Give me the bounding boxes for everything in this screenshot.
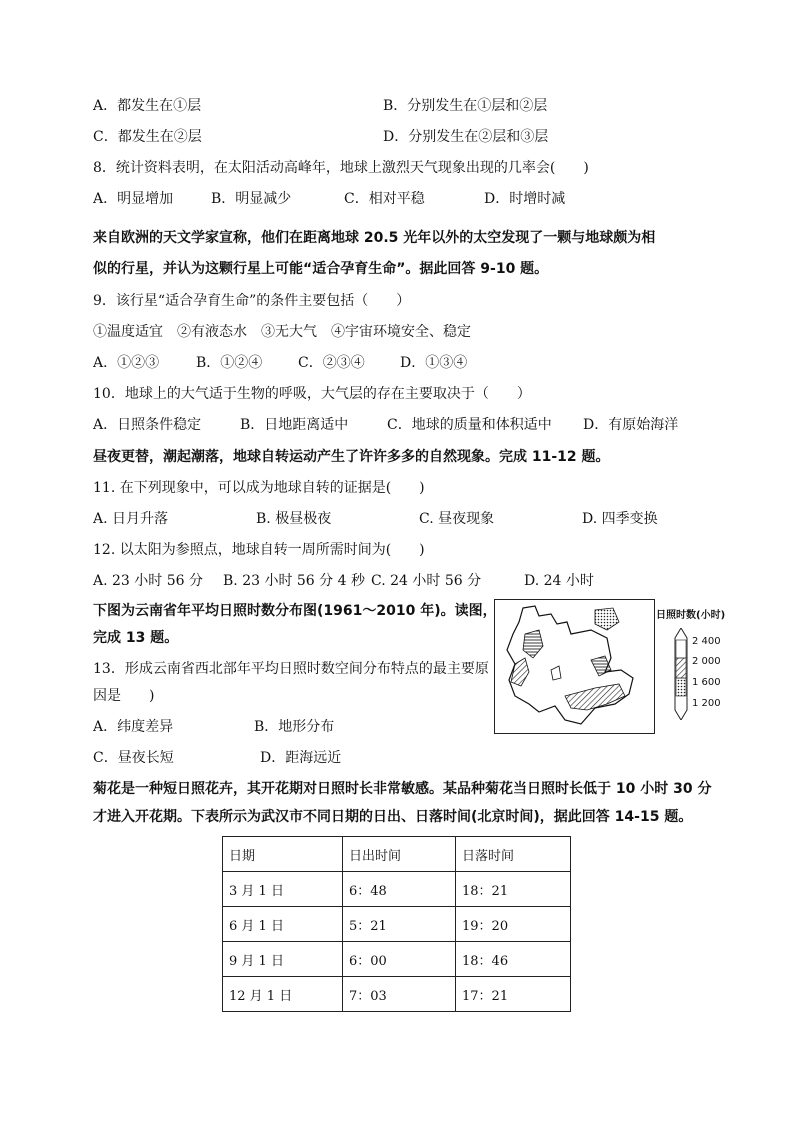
q8-stem: 8．统计资料表明，在太阳活动高峰年，地球上激烈天气现象出现的几率会( ): [93, 160, 589, 176]
table-cell: 12 月 1 日: [223, 977, 343, 1012]
intro-14-15-line1: 菊花是一种短日照花卉，其开花期对日照时长非常敏感。某品种菊花当日照时长低于 10 小时 30 分: [93, 781, 712, 797]
table-cell: 6：48: [343, 872, 456, 907]
legend-value-2400: 2 400: [692, 636, 721, 647]
table-cell: 6：00: [343, 942, 456, 977]
q11-option-d: D. 四季变换: [582, 511, 658, 527]
q12-option-b: B. 23 小时 56 分 4 秒: [223, 573, 365, 589]
q7-option-c: C．都发生在②层: [93, 129, 202, 145]
table-header: 日期: [223, 837, 343, 872]
table-header: 日落时间: [456, 837, 571, 872]
q7-option-d: D．分别发生在②层和③层: [383, 129, 549, 145]
table-cell: 3 月 1 日: [223, 872, 343, 907]
q8-option-a: A．明显增加: [93, 191, 174, 207]
q13-option-b: B．地形分布: [254, 719, 335, 735]
map-legend: [656, 606, 726, 716]
q9-option-c: C．②③④: [298, 355, 365, 371]
legend-title: 日照时数(小时): [656, 610, 726, 621]
intro-14-15-line2: 才进入开花期。下表所示为武汉市不同日期的日出、日落时间(北京时间)，据此回答 14-15 题。: [93, 809, 693, 825]
q13-option-c: C．昼夜长短: [93, 750, 174, 766]
q13-option-d: D．距海远近: [260, 750, 342, 766]
legend-value-1200: 1 200: [692, 698, 721, 709]
table-row: [223, 942, 571, 977]
legend-value-1600: 1 600: [692, 677, 721, 688]
q10-option-a: A．日照条件稳定: [93, 417, 202, 433]
q11-option-a: A. 日月升落: [93, 511, 169, 527]
table-row: [223, 977, 571, 1012]
table-row: [223, 872, 571, 907]
q12-option-c: C. 24 小时 56 分: [371, 573, 482, 589]
q10-stem: 10．地球上的大气适于生物的呼吸，大气层的存在主要取决于（ ）: [93, 386, 531, 402]
q8-option-d: D．时增时减: [484, 191, 566, 207]
table-row: [223, 907, 571, 942]
q8-option-b: B．明显减少: [211, 191, 292, 207]
q9-items: ①温度适宜 ②有液态水 ③无大气 ④宇宙环境安全、稳定: [93, 324, 471, 340]
table-cell: 6 月 1 日: [223, 907, 343, 942]
q11-option-c: C. 昼夜现象: [419, 511, 495, 527]
q11-option-b: B. 极昼极夜: [256, 511, 332, 527]
table-cell: 5：21: [343, 907, 456, 942]
table-cell: 19：20: [456, 907, 571, 942]
q7-option-a: A．都发生在①层: [93, 98, 202, 114]
legend-value-2000: 2 000: [692, 656, 721, 667]
q13-option-a: A．纬度差异: [93, 719, 174, 735]
q8-option-c: C．相对平稳: [344, 191, 425, 207]
q11-stem: 11. 在下列现象中，可以成为地球自转的证据是( ): [93, 480, 425, 496]
q9-option-b: B．①②④: [196, 355, 263, 371]
q9-stem: 9．该行星“适合孕育生命”的条件主要包括（ ）: [93, 293, 411, 309]
q12-option-a: A. 23 小时 56 分: [93, 573, 203, 589]
table-cell: 17：21: [456, 977, 571, 1012]
table-cell: 9 月 1 日: [223, 942, 343, 977]
table-cell: 7：03: [343, 977, 456, 1012]
intro-11-12: 昼夜更替，潮起潮落，地球自转运动产生了许许多多的自然现象。完成 11-12 题。: [93, 449, 610, 465]
q13-stem-line1: 13．形成云南省西北部年平均日照时数空间分布特点的最主要原: [93, 661, 489, 677]
table-header-row: [223, 837, 571, 872]
table-cell: 18：46: [456, 942, 571, 977]
legend-scale-bar: [674, 628, 688, 720]
intro-9-10-line1: 来自欧洲的天文学家宣称，他们在距离地球 20.5 光年以外的太空发现了一颗与地球颇为相: [93, 230, 656, 246]
yunnan-sunshine-map: [494, 599, 655, 734]
q10-option-c: C．地球的质量和体积适中: [387, 417, 552, 433]
yunnan-map-drawing: [495, 600, 654, 733]
sunrise-sunset-table: [222, 836, 571, 1012]
q12-stem: 12. 以太阳为参照点，地球自转一周所需时间为( ): [93, 542, 425, 558]
q7-option-b: B．分别发生在①层和②层: [383, 98, 548, 114]
q13-stem-line2: 因是 ): [93, 688, 155, 704]
q12-option-d: D. 24 小时: [524, 573, 594, 589]
table-cell: 18：21: [456, 872, 571, 907]
table-header: 日出时间: [343, 837, 456, 872]
q9-option-a: A．①②③: [93, 355, 160, 371]
q9-option-d: D．①③④: [400, 355, 468, 371]
q10-option-d: D．有原始海洋: [583, 417, 679, 433]
intro-13-line1: 下图为云南省年平均日照时数分布图(1961～2010 年)。读图，: [93, 603, 497, 619]
intro-9-10-line2: 似的行星，并认为这颗行星上可能“适合孕育生命”。据此回答 9-10 题。: [93, 261, 549, 277]
intro-13-line2: 完成 13 题。: [93, 630, 179, 646]
q10-option-b: B．日地距离适中: [240, 417, 349, 433]
